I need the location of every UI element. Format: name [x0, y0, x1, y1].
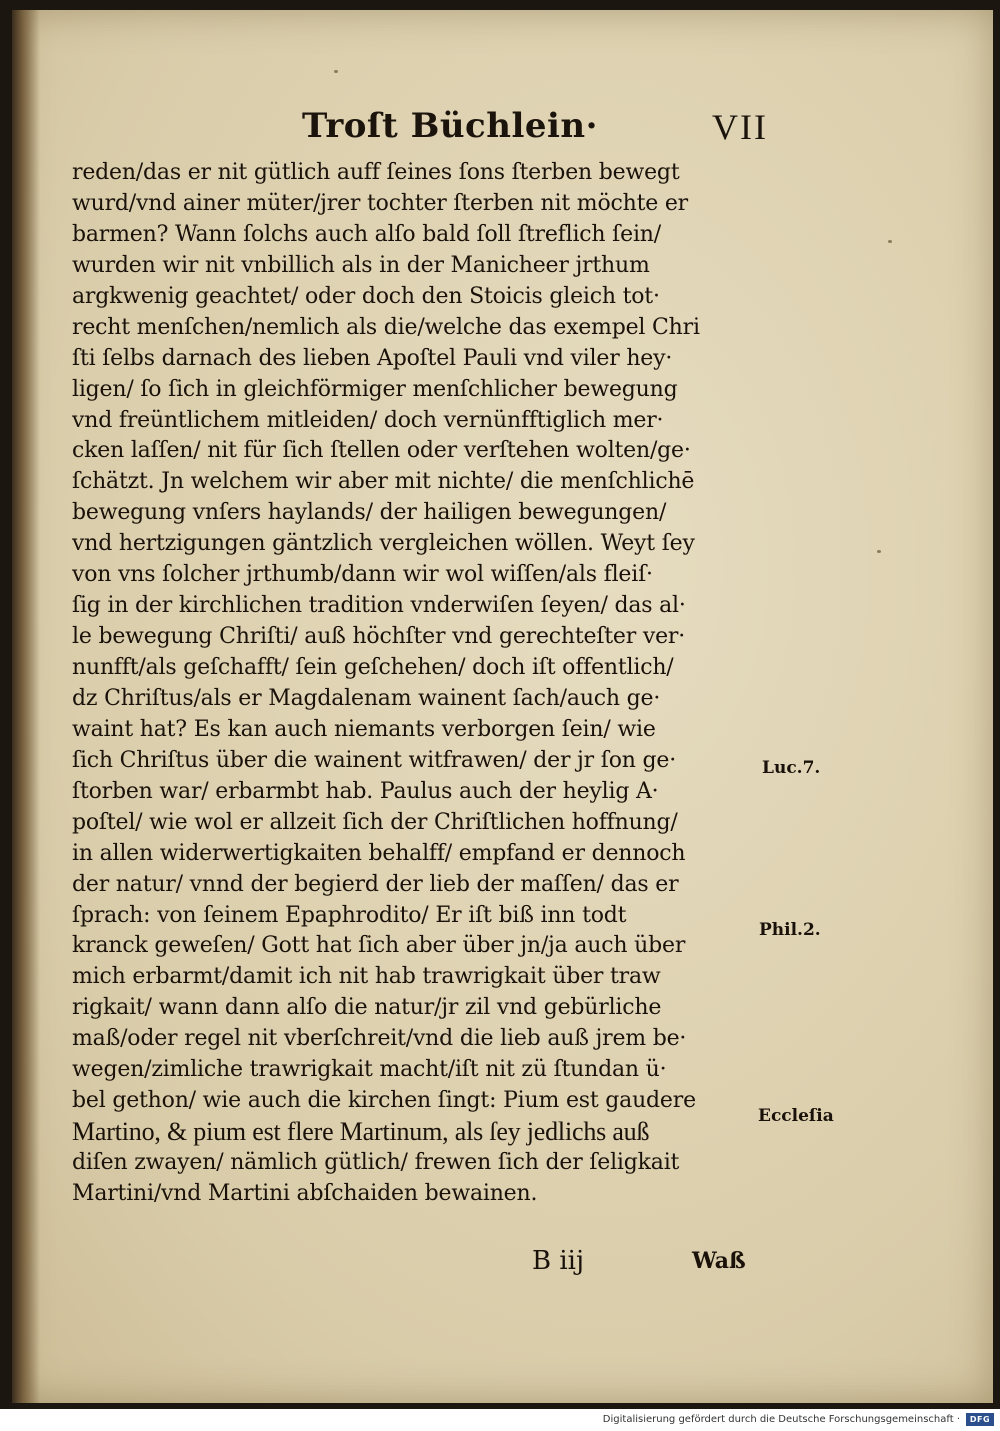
body-text: [72, 158, 772, 1210]
page-numeral: VII: [712, 107, 768, 147]
page-spine-shadow: [12, 10, 40, 1403]
text-line: mich erbarmt/damit ich nit hab trawrigkait über traw: [72, 964, 661, 990]
marginal-note-phil: Phil.2.: [759, 920, 821, 940]
text-line: Martino, & pium est flere Martinum, als ſey jedlichs auß: [72, 1117, 650, 1147]
text-line: diſen zwayen/ nämlich gütlich/ frewen ſich der ſeligkait: [72, 1150, 680, 1175]
text-line: argkwenig geachtet/ oder doch den Stoicis gleich tot·: [72, 283, 660, 309]
text-line: ſti ſelbs darnach des lieben Apoſtel Pauli vnd viler hey·: [72, 345, 673, 371]
text-line: vnd hertzigungen gäntzlich vergleichen wöllen. Weyt ſey: [72, 531, 695, 557]
text-line: wurd/vnd ainer müter/jrer tochter ſterben nit möchte er: [72, 190, 688, 216]
text-line: reden/das er nit gütlich auff ſeines ſons ſterben bewegt: [72, 160, 680, 185]
text-line: barmen? Wann ſolchs auch alſo bald ſoll ſtreflich ſein/: [72, 221, 661, 247]
signature-line: [532, 1246, 832, 1280]
text-line: ligen/ ſo ſich in gleichförmiger menſchlicher bewegung: [72, 376, 678, 402]
marginal-note-eccles: Eccleſia: [758, 1106, 834, 1126]
text-line: maß/oder regel nit vberſchreit/vnd die lieb auß jrem be·: [72, 1026, 687, 1052]
text-line: wurden wir nit vnbillich als in der Manicheer jrthum: [72, 252, 650, 278]
signature-mark: B iij: [532, 1246, 585, 1276]
book-page: [12, 10, 993, 1403]
paper-speck: [877, 550, 881, 553]
footer-bar: [0, 1409, 1000, 1431]
dfg-logo-icon: DFG: [966, 1413, 994, 1426]
text-line: recht menſchen/nemlich als die/welche das exempel Chri: [72, 314, 700, 340]
text-line: der natur/ vnnd der begierd der lieb der maſſen/ das er: [72, 871, 679, 897]
text-line: nunfft/als geſchafft/ ſein geſchehen/ doch iſt offentlich/: [72, 655, 674, 680]
text-line: vnd freüntlichem mitleiden/ doch vernünfftiglich mer·: [72, 407, 664, 433]
text-line: von vns ſolcher jrthumb/dann wir wol wiſſen/als fleiſ·: [72, 562, 653, 588]
text-line: dz Chriſtus/als er Magdalenam wainent ſach/auch ge·: [72, 685, 661, 711]
paper-speck: [334, 70, 338, 73]
text-line: ſtorben war/ erbarmbt hab. Paulus auch der heylig A·: [72, 778, 659, 804]
funding-credit: Digitalisierung gefördert durch die Deutsche Forschungsgemeinschaft ·: [602, 1414, 960, 1425]
text-line: in allen widerwertigkaiten behalff/ empfand er dennoch: [72, 840, 686, 866]
catchword: Waß: [692, 1248, 746, 1274]
text-line: rigkait/ wann dann alſo die natur/jr zil vnd gebürliche: [72, 995, 662, 1021]
text-line: bewegung vnſers haylands/ der hailigen bewegungen/: [72, 500, 667, 526]
text-line: bel gethon/ wie auch die kirchen ſingt: Pium est gaudere: [72, 1088, 696, 1114]
text-line: le bewegung Chriſti/ auß höchſter vnd gerechteſter ver·: [72, 624, 686, 650]
text-line: ſich Chriſtus über die wainent witfrawen/ der jr ſon ge·: [72, 747, 677, 773]
text-line: waint hat? Es kan auch niemants verborgen ſein/ wie: [72, 716, 656, 742]
text-line: ſchätzt. Jn welchem wir aber mit nichte/ die menſchlichē: [72, 469, 695, 495]
text-line: cken laſſen/ nit für ſich ſtellen oder verſtehen wolten/ge·: [72, 438, 691, 464]
paper-speck: [888, 240, 892, 243]
text-line: ſig in der kirchlichen tradition vnderwiſen ſeyen/ das al·: [72, 593, 686, 619]
text-line: kranck geweſen/ Gott hat ſich aber über jn/ja auch über: [72, 933, 686, 959]
running-title: Troſt Büchlein·: [302, 106, 598, 146]
text-line: Martini/vnd Martini abſchaiden bewainen.: [72, 1180, 538, 1206]
text-line: wegen/zimliche trawrigkait macht/iſt nit zü ſtundan ü·: [72, 1057, 667, 1083]
running-header: [12, 106, 993, 156]
text-line: ſprach: von ſeinem Epaphrodito/ Er iſt biß inn todt: [72, 902, 627, 928]
marginal-note-luc: Luc.7.: [762, 758, 821, 778]
text-line: poſtel/ wie wol er allzeit ſich der Chriſtlichen hoffnung/: [72, 809, 678, 835]
